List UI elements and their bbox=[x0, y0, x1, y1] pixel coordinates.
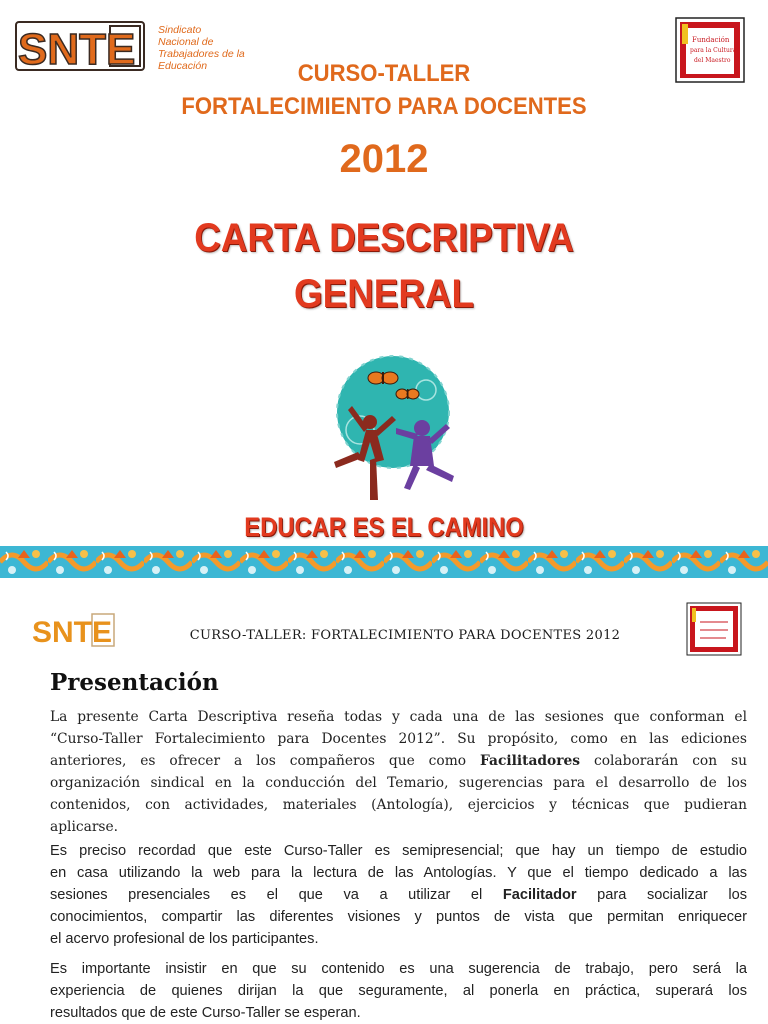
snte-desc-line: Trabajadores de la bbox=[158, 48, 245, 60]
snte-desc-line: Educación bbox=[158, 60, 208, 72]
fundacion-logo bbox=[686, 602, 742, 656]
paragraph-3 bbox=[50, 958, 747, 1024]
text-run: sesiones presenciales es el que va a utilizar el bbox=[50, 887, 503, 903]
course-label: CURSO-TALLER bbox=[297, 60, 471, 87]
fundacion-logo-text: para la Cultura bbox=[690, 47, 737, 54]
text-run: anteriores, es ofrecer a los compañeros que como bbox=[50, 753, 480, 769]
snte-desc-line: Nacional de bbox=[158, 36, 214, 48]
children-butterflies-emblem bbox=[318, 350, 468, 510]
bold-term: Facilitador bbox=[502, 887, 577, 903]
text-line: el acervo profesional de los participantes. bbox=[50, 931, 319, 947]
text-line: resultados que de este Curso-Taller se esperan. bbox=[50, 1005, 361, 1021]
text-line: La presente Carta Descriptiva reseña todas y cada una de las sesiones que conforman el bbox=[50, 709, 747, 725]
paragraph-2 bbox=[50, 840, 747, 950]
text-line: contenidos, con actividades, materiales (Antología), ejercicios y técnicas que pudieran bbox=[50, 797, 747, 813]
slogan: EDUCAR ES EL CAMINO bbox=[244, 512, 524, 542]
bold-term: Facilitadores bbox=[479, 753, 581, 769]
butterfly-icon bbox=[396, 389, 419, 399]
section-title: Presentación bbox=[50, 669, 219, 696]
decorative-border bbox=[0, 546, 768, 578]
text-line: experiencia de quienes dirijan la que seguramente, al ponerla en práctica, superará los bbox=[50, 983, 747, 999]
document-heading-line1: CARTA DESCRIPTIVA bbox=[194, 216, 574, 260]
fundacion-logo-text: del Maestro bbox=[694, 57, 731, 64]
paragraph-1 bbox=[50, 706, 747, 838]
text-run: para socializar los bbox=[576, 887, 747, 903]
snte-desc-line: Sindicato bbox=[158, 24, 202, 36]
text-line: Es preciso recordad que este Curso-Taller es semipresencial; que hay un tiempo de estudio bbox=[50, 843, 747, 859]
course-title: FORTALECIMIENTO PARA DOCENTES bbox=[181, 93, 587, 120]
text-run: colaborarán con su bbox=[580, 753, 747, 769]
text-line: en casa utilizando la web para la lectura de las Antologías. Y que el tiempo dedicado a las bbox=[50, 865, 747, 881]
document-heading-line2: GENERAL bbox=[294, 272, 474, 316]
snte-logo-text: SNTE bbox=[18, 25, 136, 74]
text-line: conocimientos, compartir las diferentes visiones y puntos de vista que permitan enriquecer bbox=[50, 909, 747, 925]
text-line: Es importante insistir en que su contenido es una sugerencia de trabajo, pero será la bbox=[50, 961, 747, 977]
text-line: aplicarse. bbox=[50, 819, 119, 835]
butterfly-icon bbox=[368, 372, 398, 384]
text-line: “Curso-Taller Fortalecimiento para Docentes 2012”. Su propósito, como en las ediciones bbox=[50, 731, 747, 747]
snte-logo-text: SNTE bbox=[32, 616, 113, 649]
text-line bbox=[50, 884, 747, 906]
text-line bbox=[50, 750, 747, 772]
running-header: CURSO-TALLER: FORTALECIMIENTO PARA DOCENTES 2012 bbox=[189, 628, 621, 643]
text-line: organización sindical en la conducción del Temario, sugerencias para el desarrollo de los bbox=[50, 775, 747, 791]
fundacion-logo-text: Fundación bbox=[692, 36, 730, 44]
snte-logo bbox=[30, 610, 118, 650]
course-year: 2012 bbox=[339, 137, 429, 181]
